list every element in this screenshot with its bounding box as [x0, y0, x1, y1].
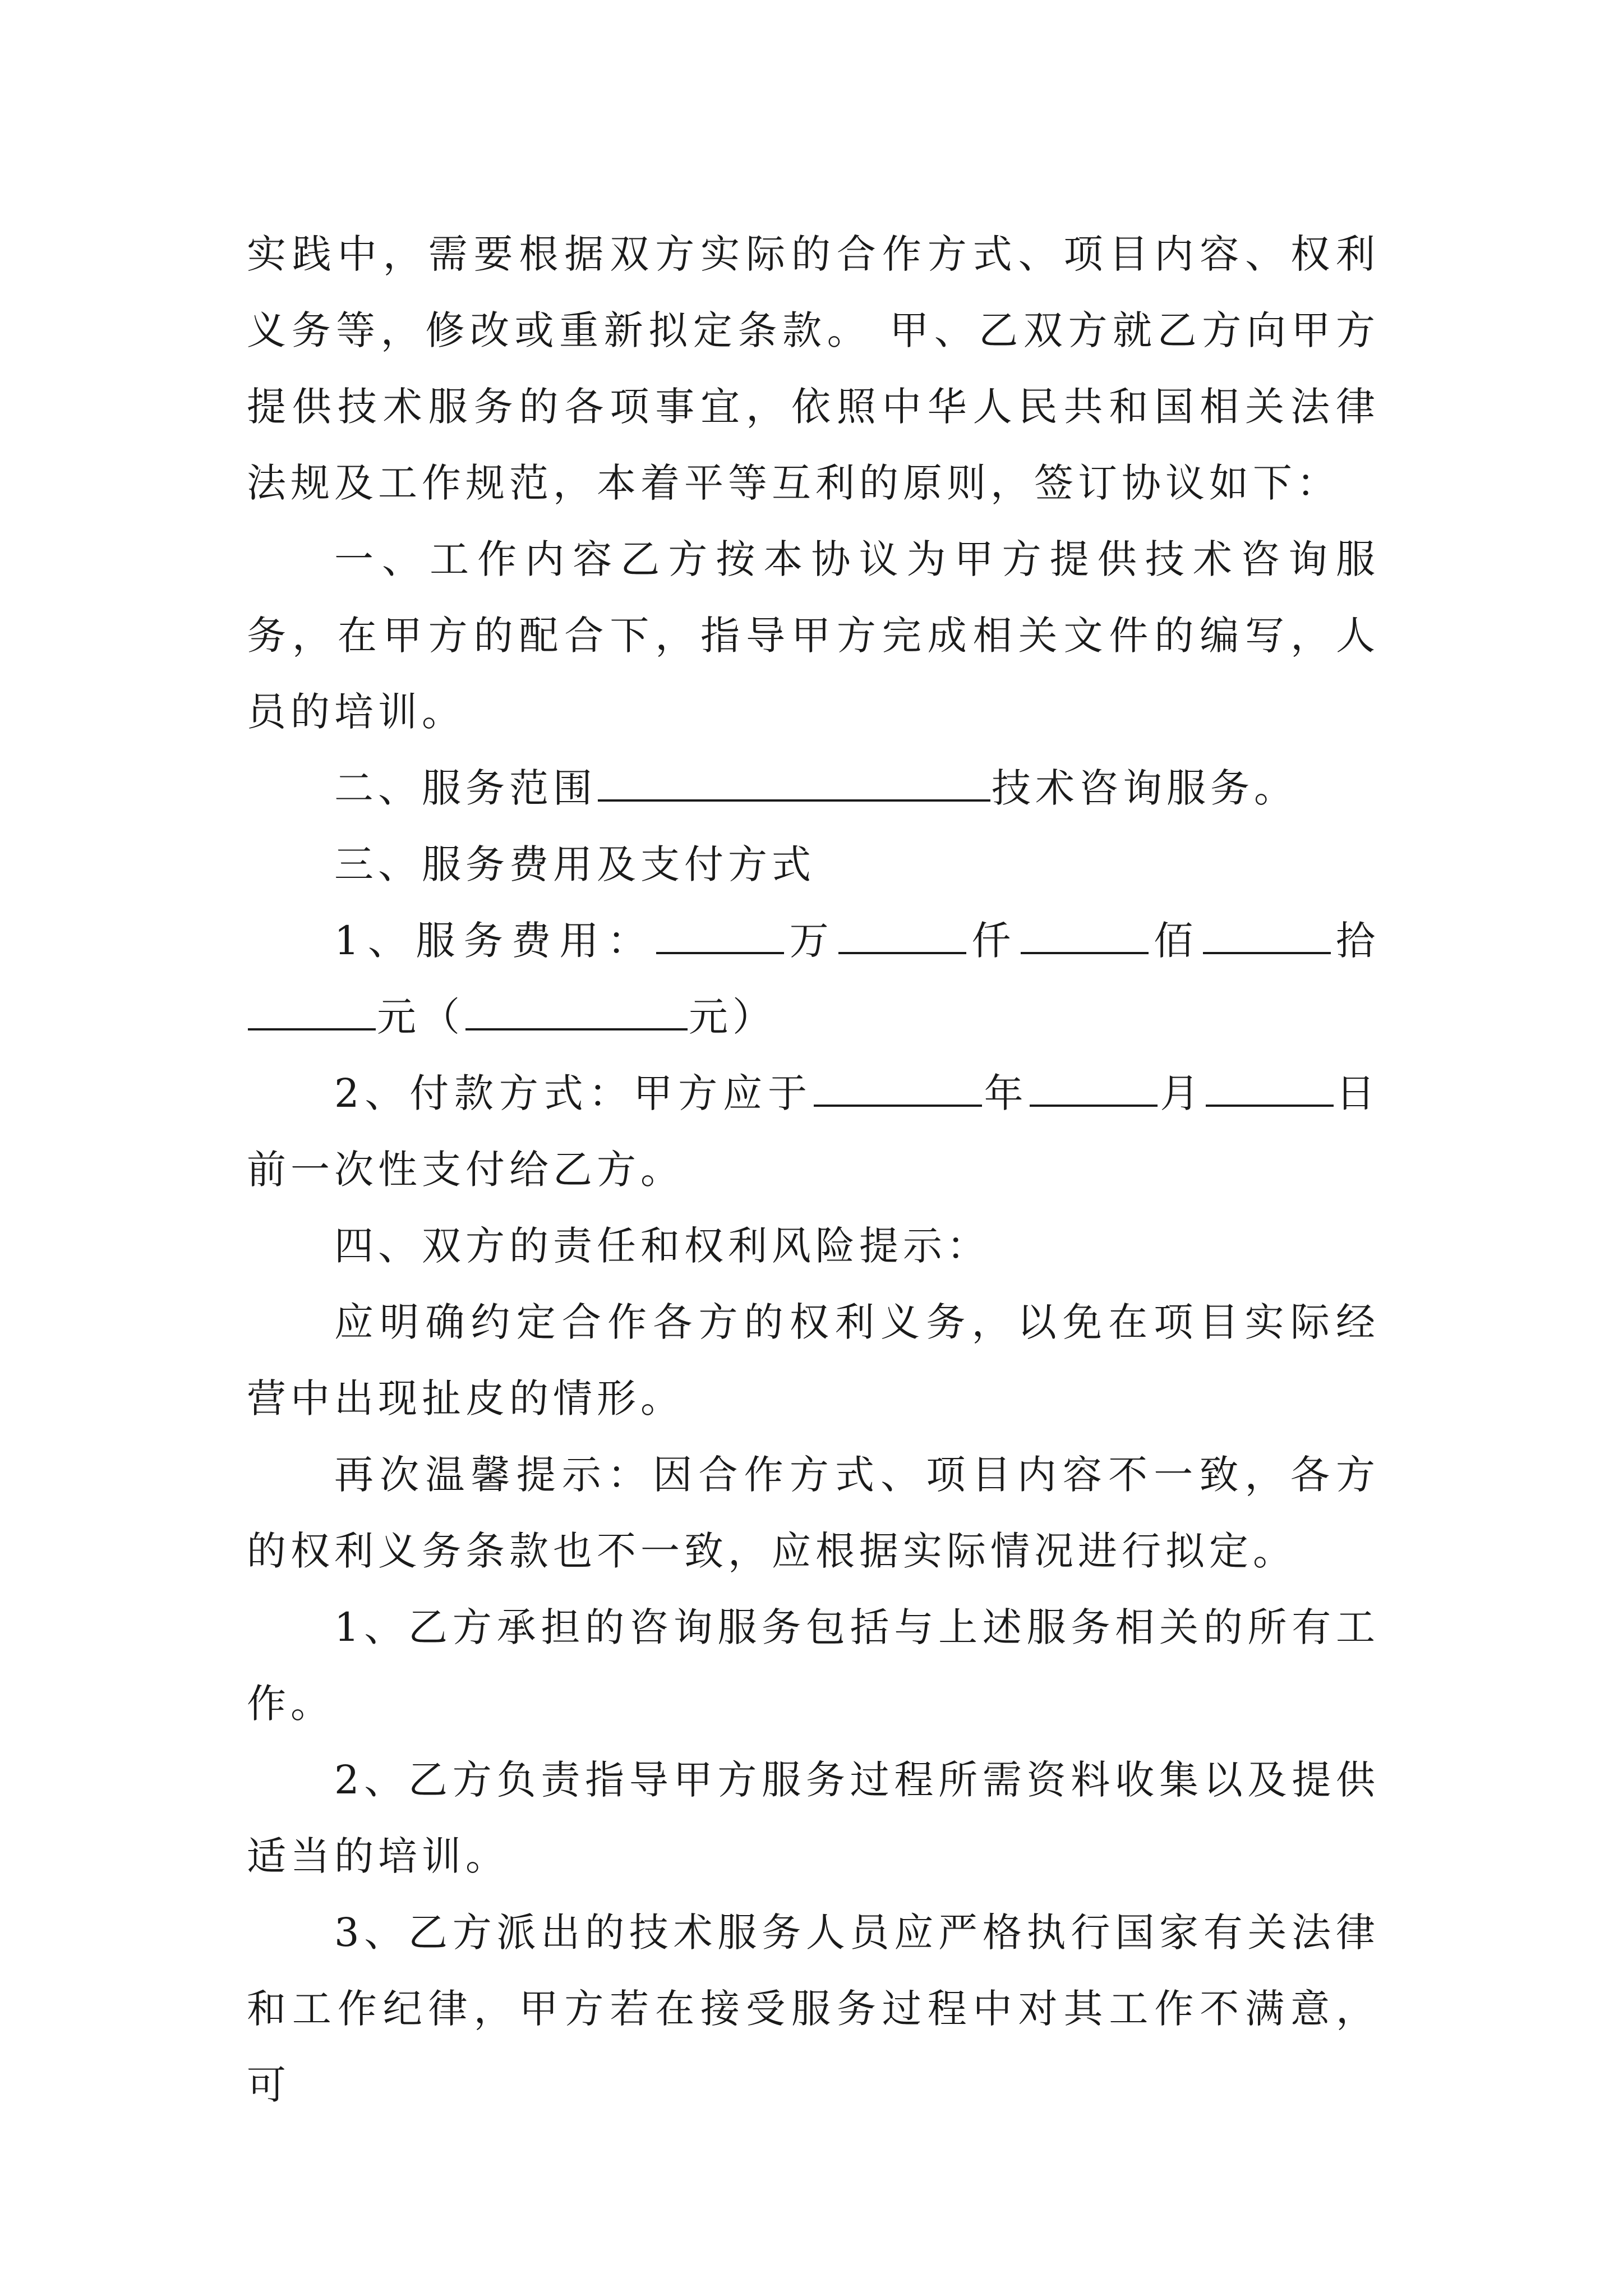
fee-blank-total: [465, 989, 688, 1030]
paragraph-payment-method: [247, 1055, 1380, 1208]
fee-open-paren: （: [421, 994, 464, 1040]
payment-blank-day: [1206, 1065, 1334, 1107]
fee-blank-bai: [1021, 913, 1149, 954]
payment-unit-year: 年: [983, 1070, 1029, 1116]
paragraph-service-scope: [247, 750, 1380, 826]
service-scope-suffix: 技术咨询服务。: [992, 765, 1298, 811]
fee-blank-qian: [838, 913, 966, 954]
paragraph-intro: 实践中，需要根据双方实际的合作方式、项目内容、权利义务等，修改或重新拟定条款。 甲、乙双方就乙方向甲方提供技术服务的各项事宜，依照中华人民共和国相关法律法规及工作规范，本着平等互利的原则，签订协议如下：: [247, 231, 1380, 506]
service-scope-blank: [598, 760, 990, 802]
fee-unit-bai: 佰: [1149, 918, 1202, 964]
fee-blank-yuan: [248, 989, 376, 1030]
paragraph-reminder: 再次温馨提示：因合作方式、项目内容不一致，各方的权利义务条款也不一致，应根据实际情况进行拟定。: [247, 1452, 1380, 1574]
paragraph-service-fee: [247, 903, 1380, 1055]
payment-blank-year: [814, 1065, 982, 1107]
fee-unit-qian: 仟: [967, 918, 1020, 964]
payment-label: 2、付款方式：甲方应于: [334, 1070, 813, 1116]
paragraph-clause-1: 1、乙方承担的咨询服务包括与上述服务相关的所有工作。: [247, 1604, 1380, 1727]
service-scope-label: 二、服务范围: [334, 765, 597, 811]
fee-total-unit: 元）: [689, 994, 776, 1040]
fee-unit-shi: 拾: [1331, 918, 1380, 964]
fee-unit-yuan: 元: [377, 994, 421, 1040]
document-body: [247, 216, 1380, 2123]
paragraph-fee-heading: 三、服务费用及支付方式: [334, 841, 815, 887]
fee-unit-wan: 万: [785, 918, 838, 964]
fee-blank-wan: [656, 913, 784, 954]
fee-blank-shi: [1203, 913, 1331, 954]
payment-unit-month: 月: [1159, 1070, 1205, 1116]
paragraph-clause-3: 3、乙方派出的技术服务人员应严格执行国家有关法律和工作纪律，甲方若在接受服务过程中对其工作不满意，可: [247, 1910, 1380, 2108]
fee-label: 1、服务费用：: [334, 918, 656, 964]
paragraph-responsibility-heading: 四、双方的责任和权利风险提示：: [334, 1223, 990, 1269]
payment-blank-month: [1030, 1065, 1158, 1107]
paragraph-work-content: 一、工作内容乙方按本协议为甲方提供技术咨询服务，在甲方的配合下，指导甲方完成相关文件的编写，人员的培训。: [247, 536, 1380, 735]
payment-suffix: 日前一次性支付给乙方。: [247, 1070, 1380, 1193]
paragraph-risk-note: 应明确约定合作各方的权利义务，以免在项目实际经营中出现扯皮的情形。: [247, 1299, 1380, 1421]
paragraph-clause-2: 2、乙方负责指导甲方服务过程所需资料收集以及提供适当的培训。: [247, 1757, 1380, 1879]
